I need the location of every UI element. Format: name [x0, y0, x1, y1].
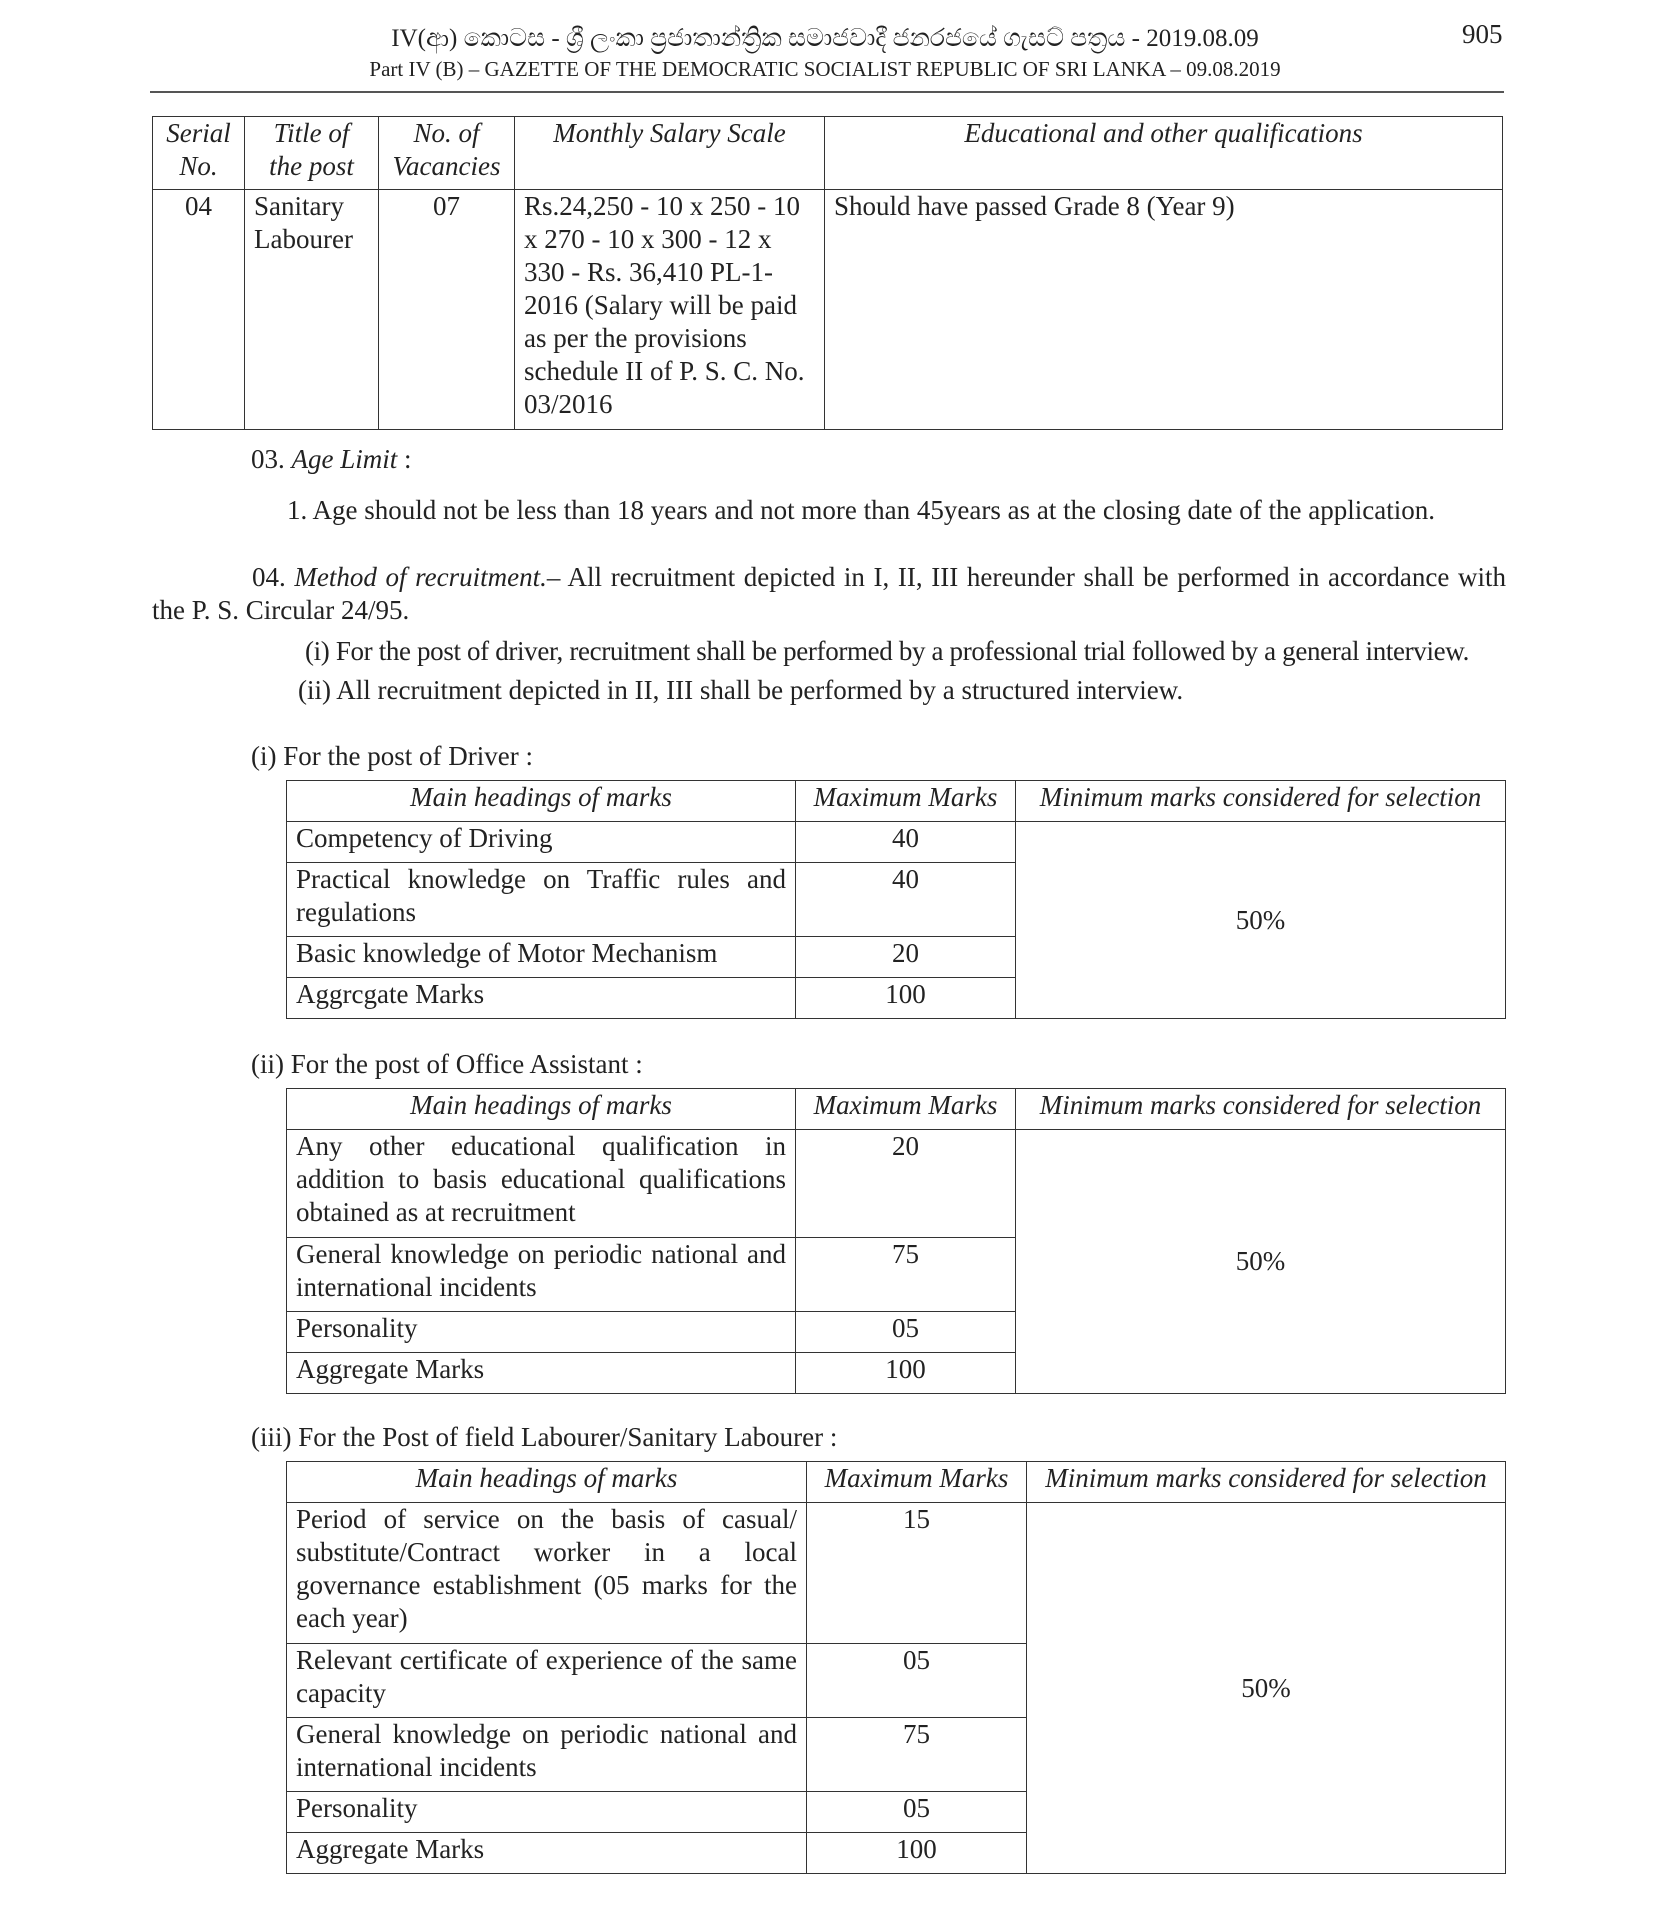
- table-row-heading: Aggregate Marks: [287, 1353, 796, 1394]
- table-row-heading: Aggregate Marks: [287, 1833, 807, 1874]
- header-salary: Monthly Salary Scale: [515, 117, 825, 190]
- recruitment-title: Method of recruitment.: [294, 562, 547, 592]
- table-row-heading: Practical knowledge on Traffic rules and regulations: [287, 863, 796, 937]
- labourer-marks-table: [286, 1461, 1506, 1874]
- table-row-heading: Competency of Driving: [287, 822, 796, 863]
- labourer-min-percent: 50%: [1027, 1503, 1506, 1874]
- vacancy-table: [152, 116, 1503, 430]
- cell-salary: Rs.24,250 - 10 x 250 - 10 x 270 - 10 x 300 - 12 x 330 - Rs. 36,410 PL-1-2016 (Salary will be paid as per the provisions schedule II of P. S. C. No. 03/2016: [515, 190, 825, 430]
- table-row-heading: General knowledge on periodic national and international incidents: [287, 1238, 796, 1312]
- table-row-heading: Relevant certificate of experience of the same capacity: [287, 1644, 807, 1718]
- table-row-marks: 100: [807, 1833, 1027, 1874]
- driver-header-min: Minimum marks considered for selection: [1016, 781, 1506, 822]
- office-assistant-caption: (ii) For the post of Office Assistant :: [251, 1049, 643, 1079]
- cell-vacancies: 07: [379, 190, 515, 430]
- age-limit-item: 1. Age should not be less than 18 years and not more than 45years as at the closing date of the application.: [287, 495, 1435, 525]
- labourer-header-max: Maximum Marks: [807, 1462, 1027, 1503]
- table-row-heading: Aggrcgate Marks: [287, 978, 796, 1019]
- table-row-heading: Basic knowledge of Motor Mechanism: [287, 937, 796, 978]
- recruitment-text: – All recruitment depicted in I, II, III hereunder shall be performed in accordance with the P. S. Circular 24/95.: [152, 562, 1507, 625]
- gazette-header: [150, 22, 1500, 83]
- office-header-min: Minimum marks considered for selection: [1016, 1089, 1506, 1130]
- cell-qualifications: Should have passed Grade 8 (Year 9): [825, 190, 1503, 430]
- labourer-caption: (iii) For the Post of field Labourer/Sanitary Labourer :: [251, 1422, 838, 1452]
- table-row-marks: 100: [796, 1353, 1016, 1394]
- table-row-marks: 40: [796, 863, 1016, 937]
- page-number: 905: [1462, 19, 1503, 49]
- header-rule: [150, 91, 1504, 93]
- recruitment-item-2: (ii) All recruitment depicted in II, III shall be performed by a structured interview.: [298, 675, 1184, 705]
- office-min-percent: 50%: [1016, 1130, 1506, 1394]
- table-row-marks: 75: [807, 1718, 1027, 1792]
- table-row-marks: 40: [796, 822, 1016, 863]
- table-row-heading: Personality: [287, 1792, 807, 1833]
- labourer-header-main: Main headings of marks: [287, 1462, 807, 1503]
- header-serial: Serial No.: [153, 117, 245, 190]
- labourer-header-min: Minimum marks considered for selection: [1027, 1462, 1506, 1503]
- cell-title: Sanitary Labourer: [245, 190, 379, 430]
- cell-serial: 04: [153, 190, 245, 430]
- table-row-marks: 05: [807, 1644, 1027, 1718]
- recruitment-paragraph: [152, 561, 1506, 627]
- recruitment-number: 04.: [252, 562, 286, 592]
- age-limit-heading: [251, 443, 412, 476]
- office-assistant-marks-table: [286, 1088, 1506, 1394]
- table-row-marks: 05: [807, 1792, 1027, 1833]
- office-header-main: Main headings of marks: [287, 1089, 796, 1130]
- header-english-line: Part IV (B) – GAZETTE OF THE DEMOCRATIC SOCIALIST REPUBLIC OF SRI LANKA – 09.08.2019: [369, 57, 1281, 81]
- table-row-heading: Period of service on the basis of casual/ substitute/Contract worker in a local governance establishment (05 marks for the each year): [287, 1503, 807, 1644]
- driver-marks-table: [286, 780, 1506, 1019]
- driver-header-max: Maximum Marks: [796, 781, 1016, 822]
- table-row-marks: 75: [796, 1238, 1016, 1312]
- table-row-heading: Any other educational qualification in addition to basis educational qualifications obtained as at recruitment: [287, 1130, 796, 1238]
- age-limit-title: Age Limit: [291, 444, 398, 474]
- header-title: Title of the post: [245, 117, 379, 190]
- office-header-max: Maximum Marks: [796, 1089, 1016, 1130]
- age-limit-colon: :: [404, 444, 412, 474]
- driver-caption: (i) For the post of Driver :: [251, 741, 533, 771]
- recruitment-item-1: (i) For the post of driver, recruitment shall be performed by a professional trial followed by a general interview.: [305, 636, 1470, 666]
- table-row-marks: 15: [807, 1503, 1027, 1644]
- driver-header-main: Main headings of marks: [287, 781, 796, 822]
- table-row-marks: 100: [796, 978, 1016, 1019]
- header-qualifications: Educational and other qualifications: [825, 117, 1503, 190]
- table-row-marks: 20: [796, 937, 1016, 978]
- driver-min-percent: 50%: [1016, 822, 1506, 1019]
- age-limit-number: 03.: [251, 444, 285, 474]
- table-row-heading: General knowledge on periodic national and international incidents: [287, 1718, 807, 1792]
- table-row-marks: 20: [796, 1130, 1016, 1238]
- table-row-heading: Personality: [287, 1312, 796, 1353]
- header-sinhala-line: IV(ආ) කොටස - ශ්‍රී ලංකා ප්‍රජාතාන්ත්‍රික සමාජවාදී ජනරජයේ ගැසට් පත්‍රය - 2019.08.09: [391, 25, 1259, 52]
- header-vacancies: No. of Vacancies: [379, 117, 515, 190]
- table-row-marks: 05: [796, 1312, 1016, 1353]
